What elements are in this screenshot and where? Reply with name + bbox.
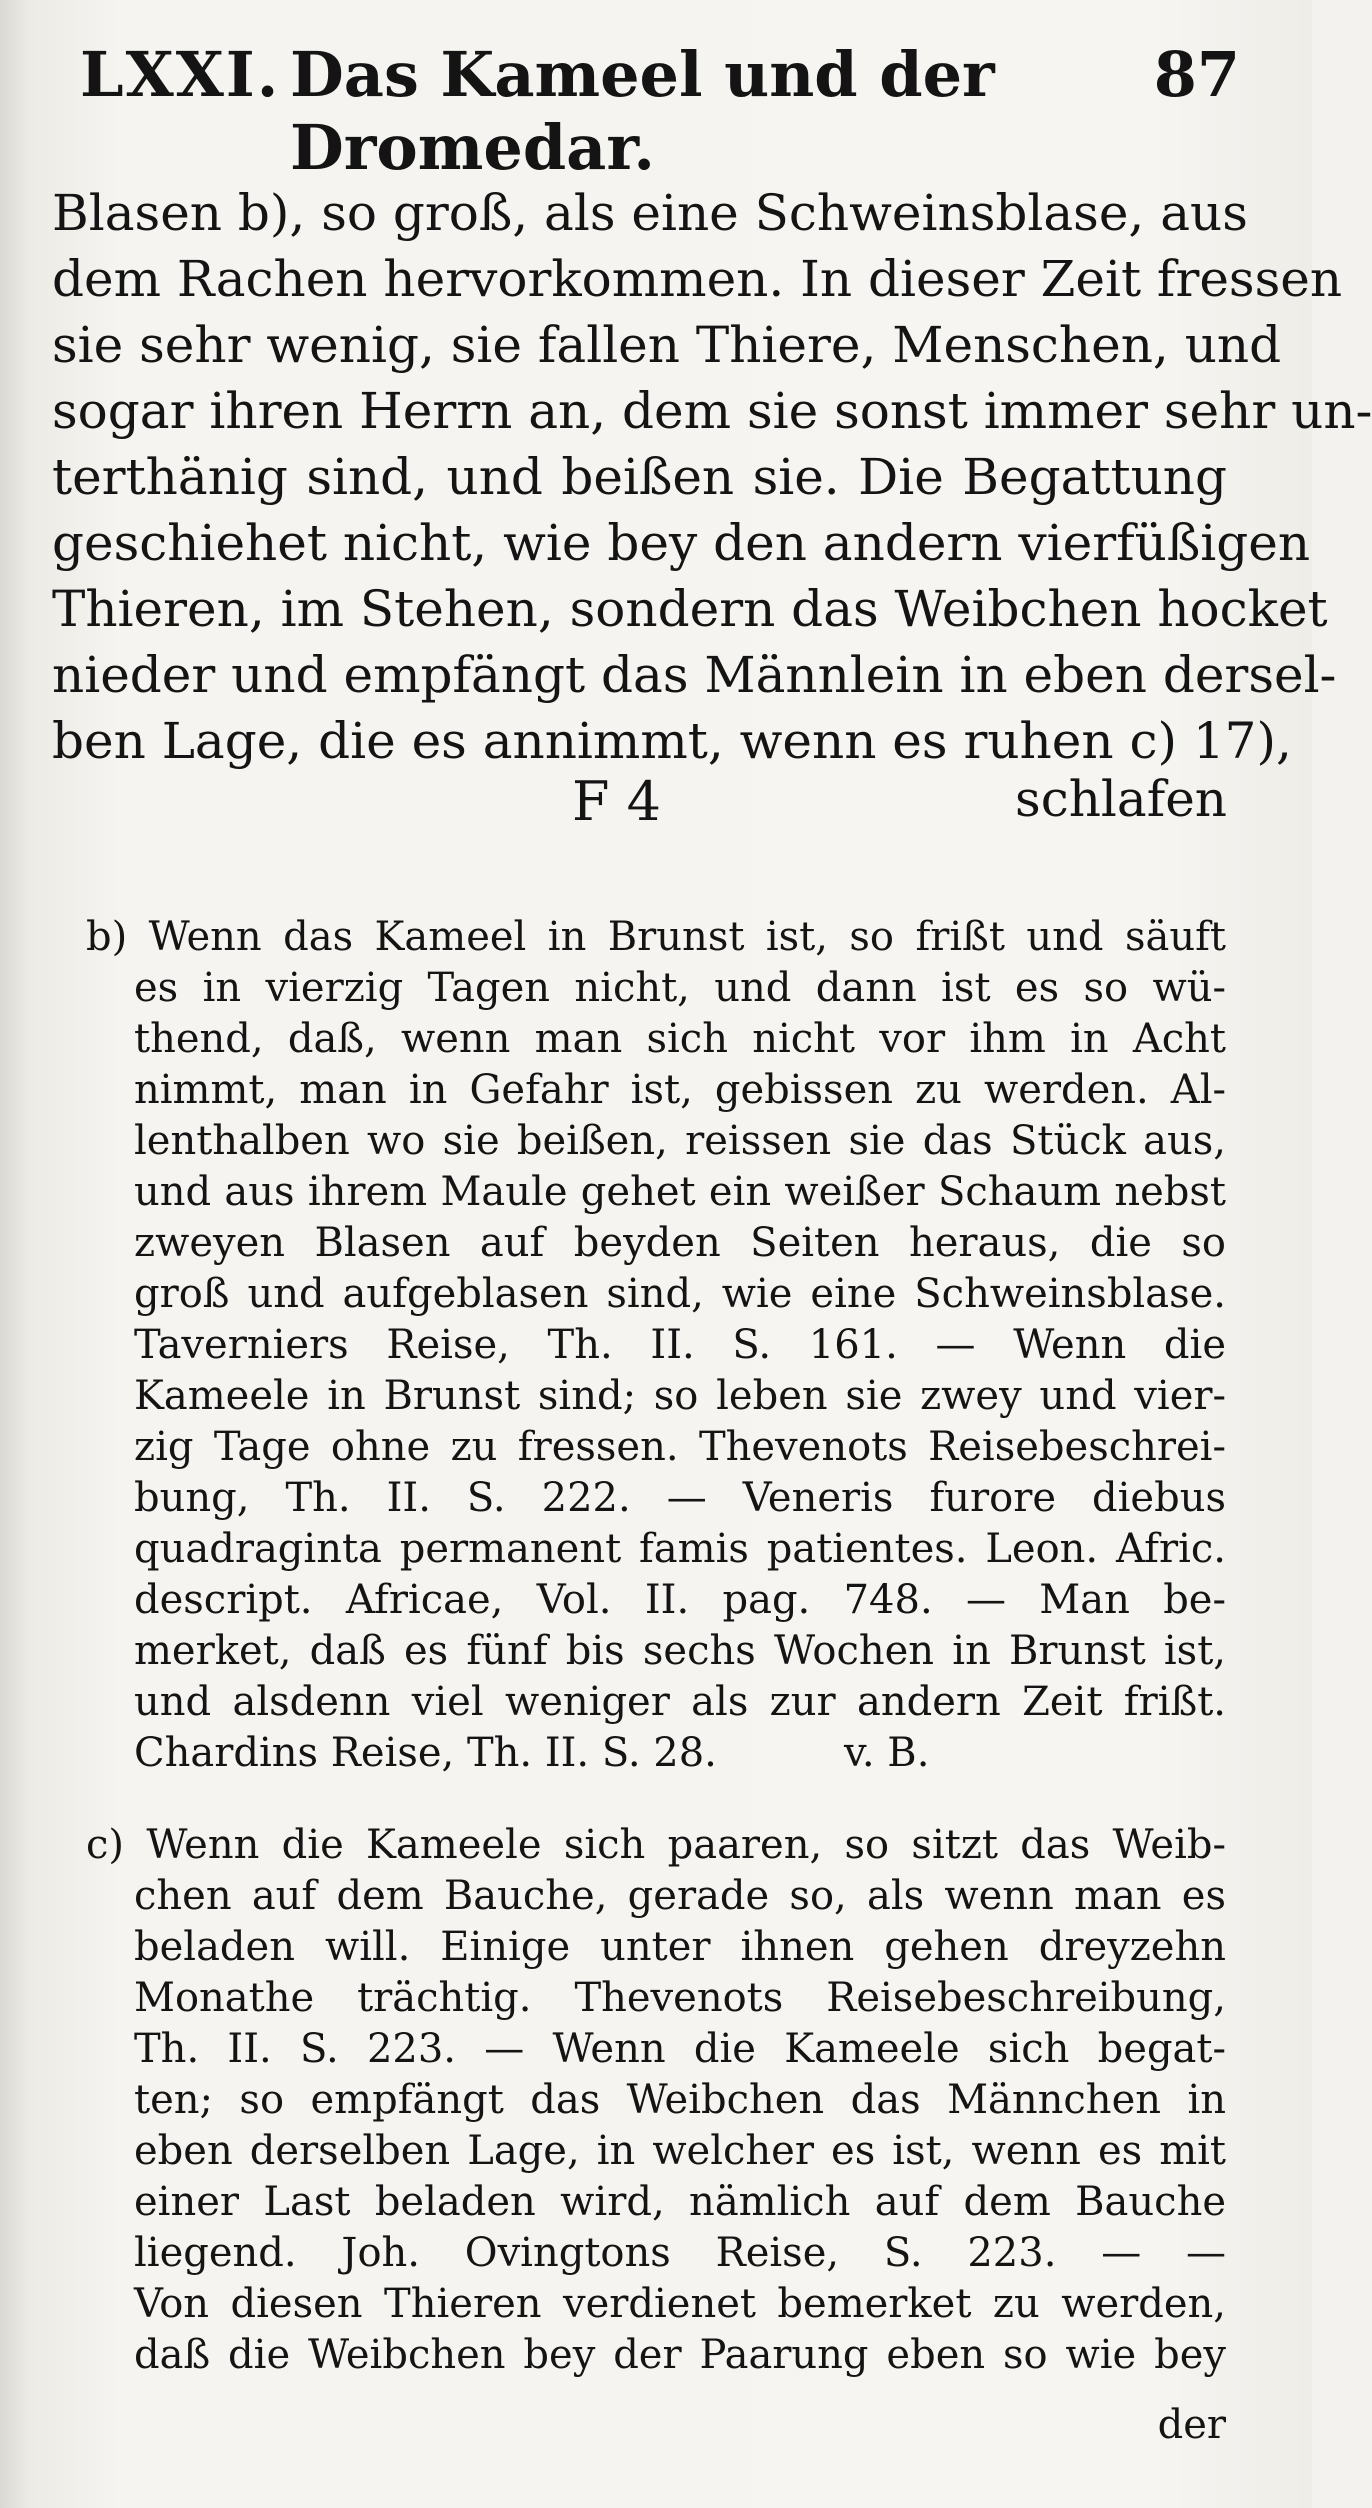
footnote-line: einer Last beladen wird, nämlich auf dem Bauche [134, 2179, 1226, 2225]
footnote-line: Kameele in Brunst sind; so leben sie zwey und vier- [134, 1373, 1226, 1419]
footnote-line: quadraginta permanent famis patientes. Leon. Afric. [134, 1526, 1226, 1572]
main-text [52, 180, 1372, 774]
footnote-line: daß die Weibchen bey der Paarung eben so wie bey [134, 2332, 1226, 2378]
footnote-line: nimmt, man in Gefahr ist, gebissen zu werden. Al- [134, 1067, 1226, 1113]
text-line: Thieren, im Stehen, sondern das Weibchen hocket [52, 580, 1328, 638]
footnote-line: bung, Th. II. S. 222. — Veneris furore diebus [134, 1475, 1226, 1521]
footnote-line: descript. Africae, Vol. II. pag. 748. — Man be- [134, 1577, 1226, 1623]
footnote-line: eben derselben Lage, in welcher es ist, wenn es mit [134, 2128, 1226, 2174]
running-header [80, 38, 1240, 184]
text-line: sie sehr wenig, sie fallen Thiere, Menschen, und [52, 316, 1282, 374]
footnote-line: ten; so empfängt das Weibchen das Männchen in [134, 2077, 1226, 2123]
footnote-line: merket, daß es fünf bis sechs Wochen in Brunst ist, [134, 1628, 1226, 1674]
footnote-line: Taverniers Reise, Th. II. S. 161. — Wenn die [134, 1322, 1226, 1368]
footnote-line: c) Wenn die Kameele sich paaren, so sitzt das Weib- [86, 1822, 1226, 1868]
footnote-line: zig Tage ohne zu fressen. Thevenots Reisebeschrei- [134, 1424, 1226, 1470]
footnote-b [86, 912, 1226, 1779]
footnote-line: b) Wenn das Kameel in Brunst ist, so frißt und säuft [86, 914, 1226, 960]
footnote-line: zweyen Blasen auf beyden Seiten heraus, die so [134, 1220, 1226, 1266]
text-line: geschiehet nicht, wie bey den andern vierfüßigen [52, 514, 1311, 572]
page-number: 87 [1153, 38, 1240, 111]
signature-row [52, 770, 1227, 840]
footnote-line: Th. II. S. 223. — Wenn die Kameele sich begat- [134, 2026, 1226, 2072]
footnote-line: beladen will. Einige unter ihnen gehen dreyzehn [134, 1924, 1226, 1970]
footnote-line: chen auf dem Bauche, gerade so, als wenn man es [134, 1873, 1226, 1919]
footnote-line: Monathe trächtig. Thevenots Reisebeschreibung, [134, 1975, 1226, 2021]
catchword: schlafen [1015, 770, 1227, 828]
signature-mark: F 4 [572, 770, 661, 833]
footnote-line: und aus ihrem Maule gehet ein weißer Schaum nebst [134, 1169, 1226, 1215]
catchword-footnote: der [1157, 2402, 1226, 2448]
footnote-line: thend, daß, wenn man sich nicht vor ihm in Acht [134, 1016, 1226, 1062]
text-line: dem Rachen hervorkommen. In dieser Zeit fressen [52, 250, 1343, 308]
chapter-title: Das Kameel und der Dromedar. [290, 38, 995, 184]
text-line: sogar ihren Herrn an, dem sie sonst immer sehr un- [52, 382, 1372, 440]
text-line: terthänig sind, und beißen sie. Die Begattung [52, 448, 1227, 506]
text-line: ben Lage, die es annimmt, wenn es ruhen c) 17), [52, 712, 1292, 770]
footnote-line: es in vierzig Tagen nicht, und dann ist es so wü- [134, 965, 1226, 1011]
footnote-line: groß und aufgeblasen sind, wie eine Schweinsblase. [134, 1271, 1226, 1317]
text-line: Blasen b), so groß, als eine Schweinsblase, aus [52, 184, 1248, 242]
footnote-line: lenthalben wo sie beißen, reissen sie das Stück aus, [134, 1118, 1226, 1164]
footnote-line: Von diesen Thieren verdienet bemerket zu werden, [134, 2281, 1226, 2327]
text-line: nieder und empfängt das Männlein in eben dersel- [52, 646, 1337, 704]
footnote-line: und alsdenn viel weniger als zur andern Zeit frißt. [134, 1679, 1226, 1725]
footnote-line: Chardins Reise, Th. II. S. 28. v. B. [134, 1730, 930, 1776]
footnote-line: liegend. Joh. Ovingtons Reise, S. 223. — — [134, 2230, 1226, 2276]
chapter-number: LXXI. [80, 38, 281, 111]
footnote-c [86, 1820, 1226, 2381]
